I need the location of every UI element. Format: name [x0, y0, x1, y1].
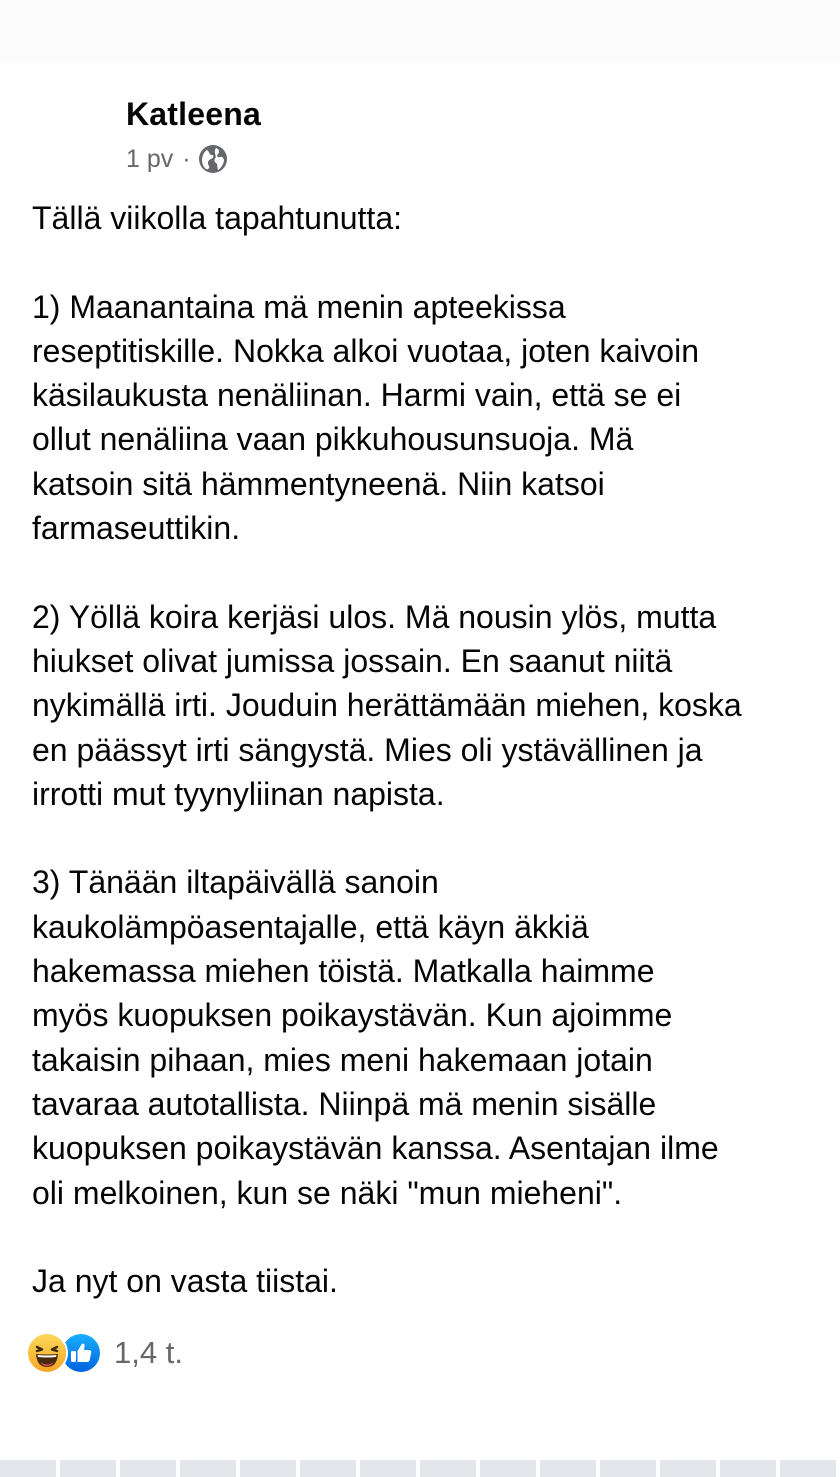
bar-segment [120, 1460, 176, 1477]
text-line: irrotti mut tyynyliinan napista. [32, 775, 445, 812]
reactions-summary[interactable] [26, 1330, 183, 1376]
text-line: kuopuksen poikaystävän kanssa. Asentajan ilme [32, 1130, 719, 1167]
post-body [32, 196, 822, 1303]
bar-segment [180, 1460, 236, 1477]
bar-segment [60, 1460, 116, 1477]
text-line: ollut nenäliina vaan pikkuhousunsuoja. Mä [32, 421, 634, 458]
post-paragraph [32, 860, 822, 1214]
text-line: Ja nyt on vasta tiistai. [32, 1263, 338, 1300]
globe-icon[interactable] [198, 144, 228, 174]
reaction-count: 1,4 t. [114, 1335, 183, 1370]
text-line: reseptitiskille. Nokka alkoi vuotaa, joten kaivoin [32, 332, 699, 369]
text-line: 2) Yöllä koira kerjäsi ulos. Mä nousin ylös, mutta [32, 598, 717, 635]
post-paragraph [32, 196, 822, 240]
text-line: kaukolämpöasentajalle, että käyn äkkiä [32, 908, 589, 945]
bar-segment [300, 1460, 356, 1477]
text-line: en päässyt irti sängystä. Mies oli ystävällinen ja [32, 731, 703, 768]
post-paragraph [32, 285, 822, 551]
author-name[interactable]: Katleena [126, 96, 261, 132]
bar-segment [360, 1460, 416, 1477]
text-line: tavaraa autotallista. Niinpä mä menin sisälle [32, 1085, 657, 1122]
bar-segment [720, 1460, 776, 1477]
meta-separator: · [182, 144, 191, 173]
post-meta [126, 142, 228, 176]
post-time[interactable]: 1 pv [126, 144, 174, 173]
text-line: hiukset olivat jumissa jossain. En saanut niitä [32, 642, 673, 679]
action-bar [0, 1460, 840, 1477]
bar-segment [420, 1460, 476, 1477]
haha-icon [26, 1332, 68, 1374]
bar-segment [780, 1460, 836, 1477]
text-line: katsoin sitä hämmentyneenä. Niin katsoi [32, 465, 605, 502]
text-line: käsilaukusta nenäliinan. Harmi vain, että se ei [32, 377, 682, 414]
text-line: myös kuopuksen poikaystävän. Kun ajoimme [32, 997, 673, 1034]
bar-segment [600, 1460, 656, 1477]
text-line: 1) Maanantaina mä menin apteekissa [32, 288, 566, 325]
text-line: hakemassa miehen töistä. Matkalla haimme [32, 953, 655, 990]
post-paragraph [32, 595, 822, 816]
post-paragraph [32, 1259, 822, 1303]
bar-segment [480, 1460, 536, 1477]
text-line: 3) Tänään iltapäivällä sanoin [32, 864, 439, 901]
bar-segment [660, 1460, 716, 1477]
text-line: Tällä viikolla tapahtunutta: [32, 200, 402, 236]
text-line: takaisin pihaan, mies meni hakemaan jotain [32, 1041, 653, 1078]
text-line: farmaseuttikin. [32, 510, 241, 547]
bar-segment [0, 1460, 56, 1477]
text-line: nykimällä irti. Jouduin herättämään miehen, koska [32, 687, 742, 724]
text-line: oli melkoinen, kun se näki "mun mieheni". [32, 1174, 623, 1211]
bar-segment [540, 1460, 596, 1477]
bar-segment [240, 1460, 296, 1477]
